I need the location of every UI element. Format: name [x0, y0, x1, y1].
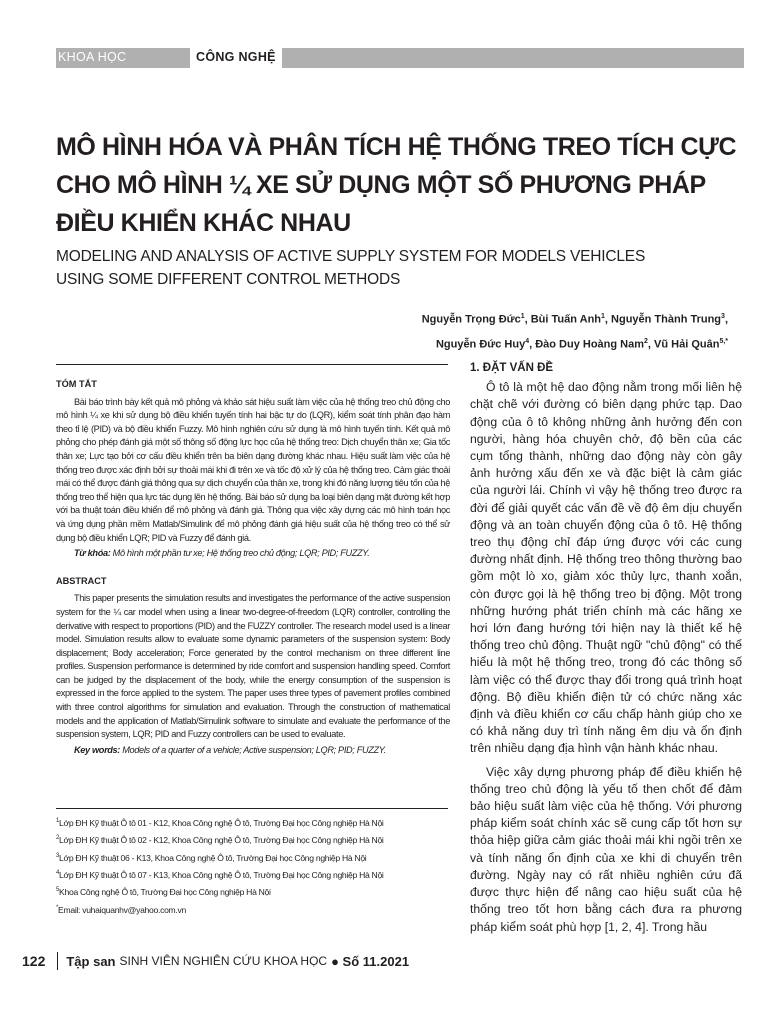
footnote-mark: 4 [56, 870, 60, 877]
author-affiliation: 5,* [719, 337, 728, 345]
author-affiliation: 3 [721, 313, 725, 320]
footnote-mark: 2 [56, 835, 60, 842]
keywords-vi [56, 547, 450, 561]
category-bold: CÔNG NGHỆ [190, 48, 282, 68]
footnote-text: Lớp ĐH Kỹ thuật Ô tô 01 - K12, Khoa Công nghệ Ô tô, Trường Đại học Công nghiệp Hà Nội [59, 817, 384, 828]
abstract-en-heading: ABSTRACT [56, 575, 107, 586]
category-header [56, 48, 744, 68]
abstract-en-text: This paper presents the simulation results and investigates the performance of the active suspension system for the ¼ car model when using a linear two-degree-of-freedom (LQR) controller, controlling the derivative with respect to proportions (PID) and the FUZZY controller. The research model used is a linear model. Simulation results allow to evaluate some dynamic parameters of the suspension system: Body displacement; Body acceleration; Force generated by the control mechanism on three different line profiles. Suspension performance is determined by ride comfort and suspension handling speed. Comfort can be judged by the displacement of the body, while the energy consumption of the suspension is expressed in the force applied to the system. The paper uses three types of pavement profiles combined with three control algorithms for simulation and evaluation. Through the construction of mathematical models and the application of Matlab/Simulink software to simulate and evaluate the performance of the suspension system, LQR; PID and Fuzzy controllers can be used to evaluate. [56, 593, 450, 740]
title-line: ĐIỀU KHIỂN KHÁC NHAU [56, 209, 351, 237]
title-vietnamese [56, 128, 737, 242]
author-list [128, 306, 728, 355]
footnote [56, 831, 450, 848]
author-name: Nguyễn Trọng Đức [421, 313, 521, 326]
footnote [56, 901, 450, 918]
author-affiliation: 1 [601, 313, 605, 320]
footnote [56, 814, 450, 831]
keywords-label: Từ khóa: [74, 548, 111, 559]
author-line [128, 331, 728, 356]
footnote [56, 849, 450, 866]
footnotes [56, 814, 450, 918]
author-affiliation: 4 [525, 337, 530, 345]
title-line: MÔ HÌNH HÓA VÀ PHÂN TÍCH HỆ THỐNG TREO TÍCH CỰC [56, 133, 737, 161]
body-column [470, 360, 742, 936]
footnote-text: Khoa Công nghệ Ô tô, Trường Đại học Công nghiệp Hà Nội [59, 887, 271, 898]
keywords-en [56, 744, 450, 758]
body-paragraph: Ô tô là một hệ dao động nằm trong mối liên hệ chặt chẽ với đường có biên dạng phức tạp. Dao động của ô tô không những ảnh hưởng đến con người, hàng hóa chuyên chở, độ bền của các cụm tổng thành, những dao động này còn gây ảnh hưởng xấu đến xe và đặc biệt là cảm giác của người lái. Chính vì vậy hệ thống treo được ra đời để giải quyết các vấn đề về độ êm dịu chuyển động và an toàn chuyển động của ô tô. Hệ thống treo thụ động chỉ đáp ứng được với các cung đường nhất định. Hệ thống treo thông thường bao gồm một lò xo, giảm xóc thủy lực, thanh xoắn, còn được gọi là hệ thống treo bị động. Một trong những hướng phát triển chính mà các hãng xe hơi lớn đang hướng tới hiện nay là thiết kế hệ thống treo chủ động. Thuật ngữ "chủ động" có thể hiểu là một hệ thống treo, trong đó các thông số làm việc có thể được thay đổi trong quá trình hoạt động. Bộ điều khiển điện tử có chức năng xác định và điều khiển cơ cấu chấp hành giúp cho xe có khả năng duy trì tính năng êm dịu và ổn định trên nhiều dạng địa hình vận hành khác nhau. [470, 380, 742, 756]
footnote [56, 883, 450, 900]
footnote-text: Lớp ĐH Kỹ thuật Ô tô 02 - K12, Khoa Công nghệ Ô tô, Trường Đại học Công nghiệp Hà Nội [59, 835, 384, 846]
author-name: , Nguyễn Thành Trung [604, 313, 722, 326]
footnote-mark: 3 [56, 852, 60, 859]
footnote [56, 866, 450, 883]
author-affiliation: 1 [520, 313, 525, 320]
page-footer [22, 950, 409, 972]
footnote-text: Email: vuhaiquanhv@yahoo.com.vn [58, 904, 186, 915]
abstract-vi-heading: TÓM TẮT [56, 379, 97, 389]
category-light: KHOA HỌC [58, 50, 127, 64]
journal-name: SINH VIÊN NGHIÊN CỨU KHOA HỌC [119, 954, 328, 968]
abstract-divider [56, 364, 448, 365]
footnote-text: Lớp ĐH Kỹ thuật Ô tô 07 - K13, Khoa Công nghệ Ô tô, Trường Đại học Công nghiệp Hà Nội [59, 869, 384, 880]
footnote-text: Lớp ĐH Kỹ thuật 06 - K13, Khoa Công nghệ Ô tô, Trường Đại học Công nghiệp Hà Nội [59, 852, 367, 863]
author-name: , Vũ Hải Quân [647, 338, 720, 351]
author-name: Nguyễn Đức Huy [435, 338, 526, 351]
author-line: Nguyễn Trọng Đức$^1$, Bùi Tuấn Anh$^1$, Nguyễn Thành Trung$^3$, [421, 313, 728, 326]
author-name: , Bùi Tuấn Anh [524, 313, 602, 326]
footer-separator [57, 952, 58, 970]
title-english [56, 245, 746, 291]
footnote-mark: 1 [56, 818, 60, 824]
keywords-label: Key words: [74, 744, 121, 755]
en-title-line: MODELING AND ANALYSIS OF ACTIVE SUPPLY SYSTEM FOR MODELS VEHICLES [56, 248, 646, 265]
footnote-mark: 5 [56, 887, 60, 894]
footnote-mark: * [56, 904, 59, 911]
author-name: , Đào Duy Hoàng Nam [529, 338, 645, 351]
abstract-vi-text: Bài báo trình bày kết quả mô phỏng và khảo sát hiệu suất làm việc của hệ thống treo chủ động cho mô hình ¼ xe khi sử dụng bộ điều khiển tuyến tính hai bậc tự do (LQR), kiểm soát tính phân đạo hàm theo tỉ lệ (PID) và bộ điều khiển Fuzzy. Mô hình nghiên cứu sử dụng là mô hình tuyến tính. Kết quả mô phỏng cho phép đánh giá một số thông số động lực học của hệ thống treo: Dịch chuyển thân xe; Gia tốc thân xe; Lực tạo bởi cơ cấu điều khiển trên ba biên dạng đường khác nhau. Hiệu suất làm việc của hệ thống treo được xác định bởi sự thoải mái khi đi trên xe và tốc độ xử lý của hệ thống treo. Cảm giác thoải mái có thể được đánh giá thông qua sự dịch chuyển của thân xe, trong khi đó năng lượng tiêu tốn của hệ thống treo thể hiện qua lực tác dụng lên hệ thống. Bài báo sử dụng ba loại biên dạng mặt đường kết hợp với ba thuật toán điều khiển để mô phỏng và đánh giá. Thông qua việc xây dựng các mô hình toán học và ứng dụng phần mềm Matlab/Simulink để mô phỏng đánh giá hiệu suất của hệ thống treo có thể sử dụng bộ điều khiển LQR; PID và Fuzzy để đánh giá. [56, 396, 450, 543]
footnote-divider [56, 808, 448, 809]
journal-prefix: Tập san [66, 953, 116, 969]
keywords-text: Mô hình một phần tư xe; Hệ thống treo chủ động; LQR; PID; FUZZY. [110, 548, 370, 559]
journal-issue: ● Số 11.2021 [331, 953, 410, 969]
body-paragraph: Việc xây dựng phương pháp để điều khiển hệ thống treo chủ động là yếu tố then chốt để đảm bảo hiệu suất làm việc của hệ thống. Với phương pháp kiểm soát chính xác sẽ cung cấp tốt hơn sự thỏa hiệp giữa cảm giác thoải mái khi ngồi trên xe và tính năng ổn định của xe khi di chuyển trên đường. Ngày nay có rất nhiều nghiên cứu đã được thực hiện để nâng cao hiệu suất của hệ thống treo tốt hơn bằng cách đưa ra phương pháp kiểm soát phù hợp [1, 2, 4]. Trong hầu [470, 764, 742, 934]
section-heading: 1. ĐẶT VẤN ĐỀ [470, 362, 554, 374]
abstract-column [56, 372, 450, 757]
author-affiliation: 2 [644, 337, 648, 345]
title-line: CHO MÔ HÌNH ¼ XE SỬ DỤNG MỘT SỐ PHƯƠNG PHÁP [56, 171, 706, 199]
page-number: 122 [22, 953, 46, 969]
keywords-text: Models of a quarter of a vehicle; Active suspension; LQR; PID; FUZZY. [120, 744, 386, 755]
en-title-line: USING SOME DIFFERENT CONTROL METHODS [56, 271, 401, 288]
